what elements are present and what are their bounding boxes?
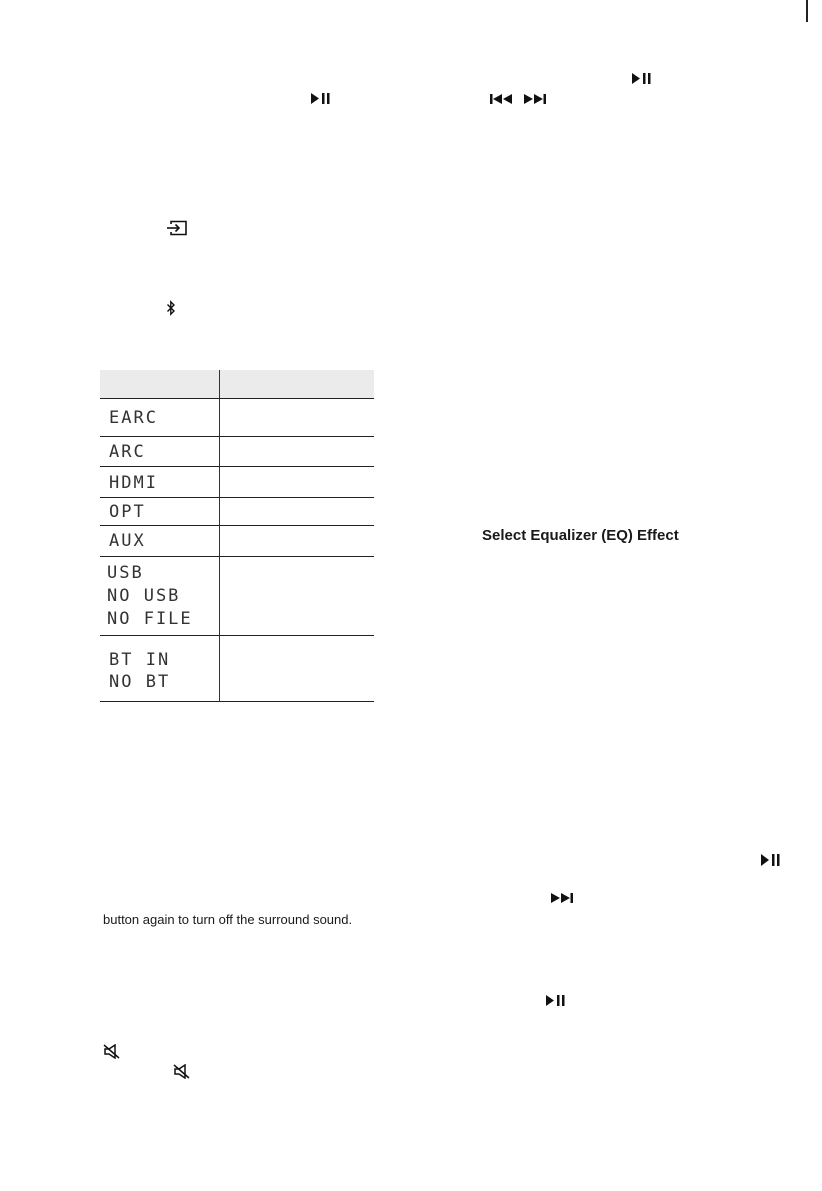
table-row xyxy=(100,437,374,467)
skip-next-icon xyxy=(523,93,547,105)
table-row xyxy=(100,498,374,526)
display-text-hdmi: HDMI xyxy=(109,473,158,493)
display-text-bt-in: BT IN xyxy=(109,650,171,670)
table-row xyxy=(100,467,374,498)
display-text-usb: USB xyxy=(107,563,144,583)
eq-section-heading: Select Equalizer (EQ) Effect xyxy=(482,527,679,544)
display-text-opt: OPT xyxy=(109,502,146,522)
table-row xyxy=(100,526,374,557)
table-row xyxy=(100,399,374,437)
play-pause-icon xyxy=(760,853,782,867)
display-text-arc: ARC xyxy=(109,442,146,462)
bluetooth-icon xyxy=(166,300,176,316)
surround-sound-note: button again to turn off the surround sound. xyxy=(103,912,353,927)
play-pause-icon xyxy=(310,92,332,105)
table-row xyxy=(100,557,374,636)
skip-next-icon xyxy=(550,892,574,904)
display-text-no-bt: NO BT xyxy=(109,672,171,692)
display-text-earc: EARC xyxy=(109,408,158,428)
play-pause-icon xyxy=(545,994,567,1007)
page-edge-line xyxy=(806,0,808,22)
display-text-no-usb: NO USB xyxy=(107,586,181,606)
mute-icon xyxy=(173,1064,191,1079)
input-source-icon xyxy=(166,220,188,236)
display-text-aux: AUX xyxy=(109,531,146,551)
display-text-no-file: NO FILE xyxy=(107,609,193,629)
table-header xyxy=(100,370,374,399)
skip-previous-icon xyxy=(489,93,513,105)
table-row xyxy=(100,636,374,701)
source-display-table xyxy=(100,370,374,702)
mute-icon xyxy=(103,1044,121,1059)
play-pause-icon xyxy=(631,72,653,85)
